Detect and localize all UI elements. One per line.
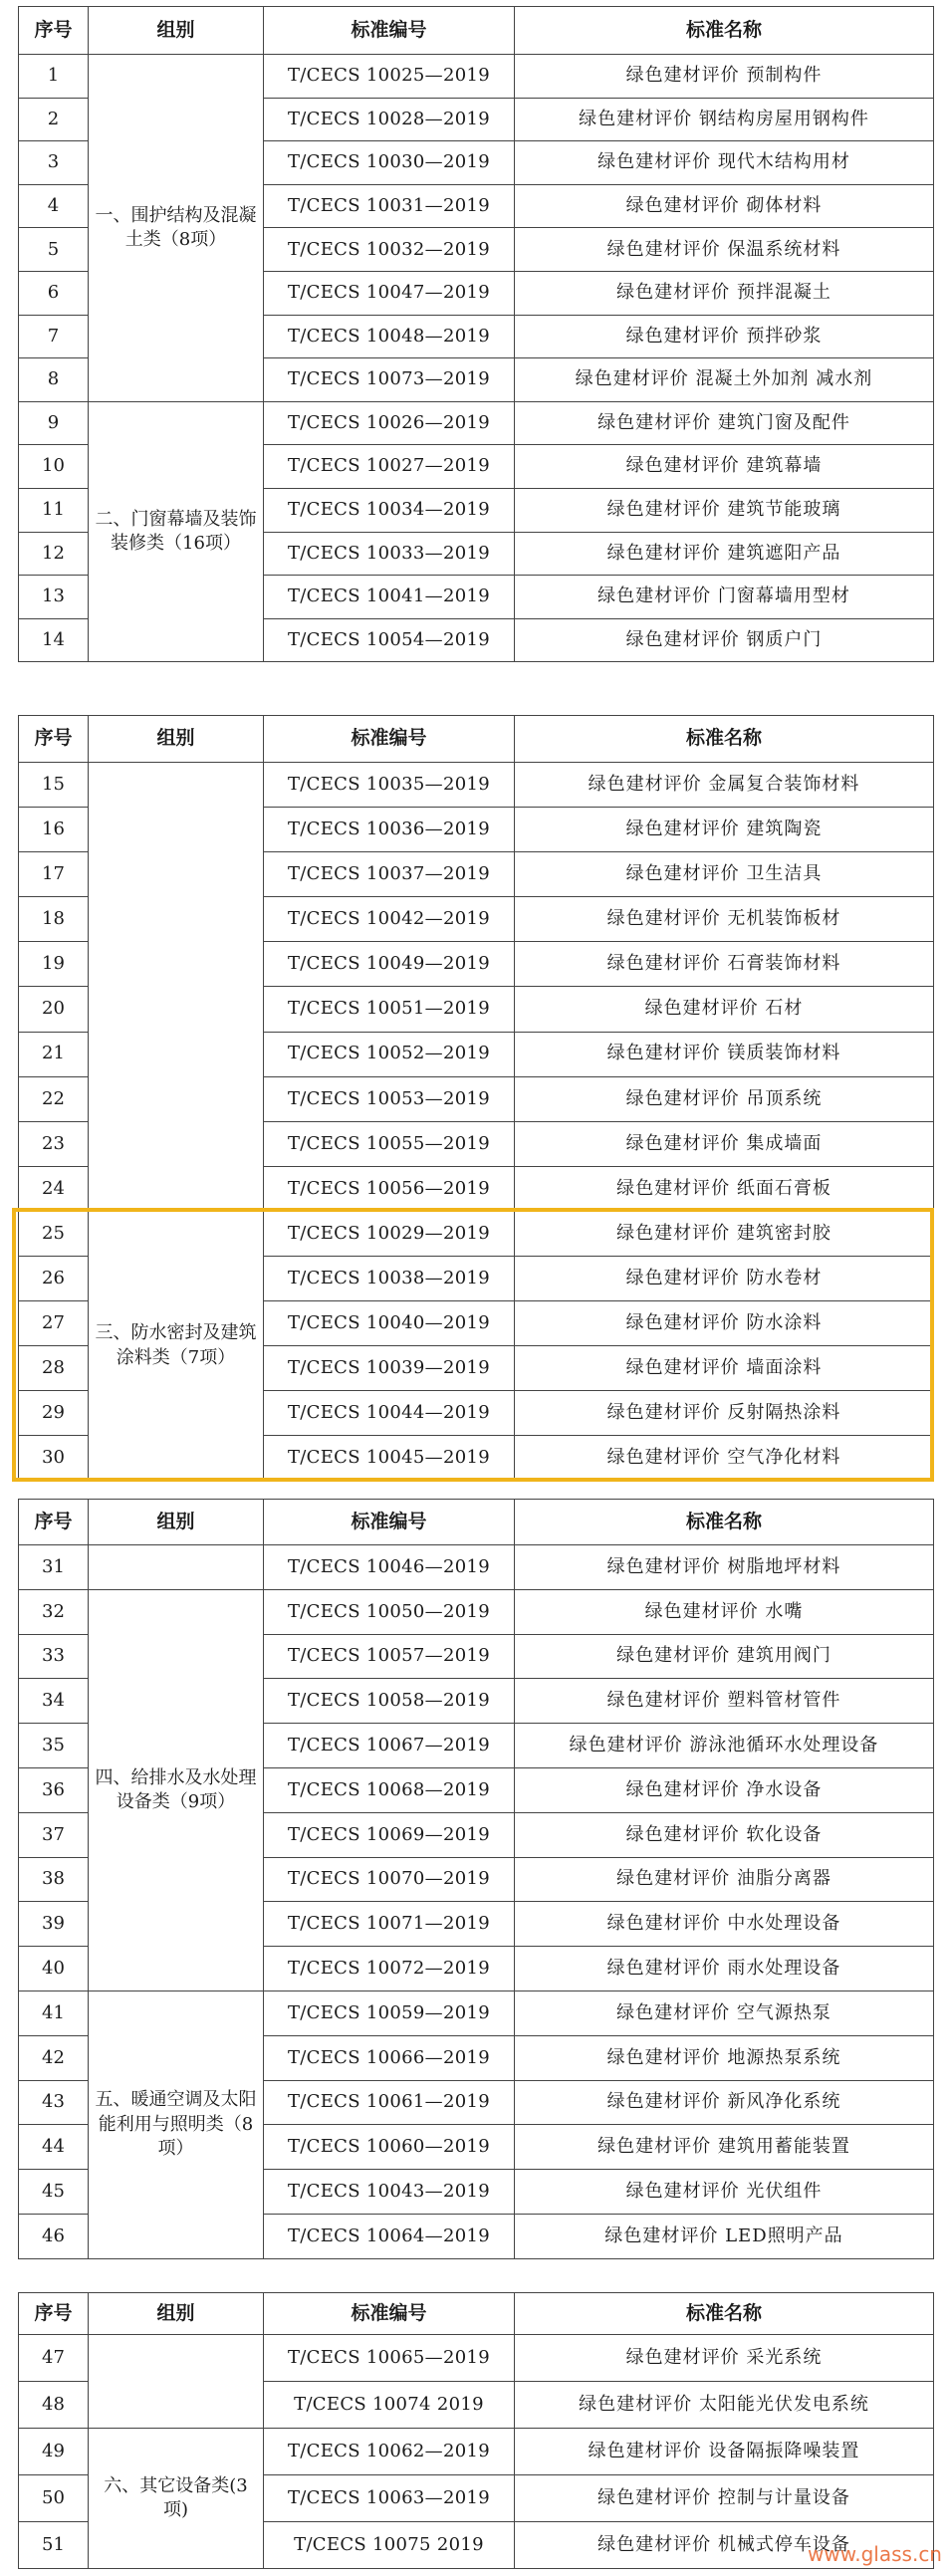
header-no: 序号 bbox=[19, 716, 89, 763]
table-row bbox=[19, 55, 934, 99]
row-no: 29 bbox=[19, 1391, 89, 1436]
row-name: 绿色建材评价 防水涂料 bbox=[515, 1301, 934, 1346]
header-name: 标准名称 bbox=[515, 716, 934, 763]
row-no: 48 bbox=[19, 2382, 89, 2429]
row-no: 23 bbox=[19, 1121, 89, 1166]
row-no: 19 bbox=[19, 942, 89, 987]
header-group: 组别 bbox=[89, 7, 264, 55]
row-code: T/CECS 10066—2019 bbox=[264, 2035, 515, 2080]
row-name: 绿色建材评价 LED照明产品 bbox=[515, 2214, 934, 2258]
row-name: 绿色建材评价 空气源热泵 bbox=[515, 1991, 934, 2035]
row-name: 绿色建材评价 钢结构房屋用钢构件 bbox=[515, 98, 934, 141]
row-no: 28 bbox=[19, 1346, 89, 1391]
row-name: 绿色建材评价 无机装饰板材 bbox=[515, 897, 934, 942]
row-no: 50 bbox=[19, 2475, 89, 2522]
row-name: 绿色建材评价 预拌砂浆 bbox=[515, 315, 934, 358]
row-no: 33 bbox=[19, 1634, 89, 1679]
row-name: 绿色建材评价 石膏装饰材料 bbox=[515, 942, 934, 987]
row-code: T/CECS 10026—2019 bbox=[264, 401, 515, 445]
row-code: T/CECS 10027—2019 bbox=[264, 445, 515, 489]
row-no: 25 bbox=[19, 1211, 89, 1256]
row-no: 9 bbox=[19, 401, 89, 445]
table-row bbox=[19, 1211, 934, 1256]
row-no: 7 bbox=[19, 315, 89, 358]
header-group: 组别 bbox=[89, 1500, 264, 1545]
row-name: 绿色建材评价 纸面石膏板 bbox=[515, 1166, 934, 1211]
row-name: 绿色建材评价 建筑密封胶 bbox=[515, 1211, 934, 1256]
row-name: 绿色建材评价 墙面涂料 bbox=[515, 1346, 934, 1391]
row-code: T/CECS 10073—2019 bbox=[264, 358, 515, 402]
row-code: T/CECS 10031—2019 bbox=[264, 184, 515, 228]
header-no: 序号 bbox=[19, 2293, 89, 2335]
row-no: 14 bbox=[19, 618, 89, 662]
group-cell-continued bbox=[89, 763, 264, 1212]
row-code: T/CECS 10025—2019 bbox=[264, 55, 515, 99]
row-code: T/CECS 10055—2019 bbox=[264, 1121, 515, 1166]
row-code: T/CECS 10056—2019 bbox=[264, 1166, 515, 1211]
header-group: 组别 bbox=[89, 716, 264, 763]
row-name: 绿色建材评价 建筑用阀门 bbox=[515, 1634, 934, 1679]
row-name: 绿色建材评价 镁质装饰材料 bbox=[515, 1032, 934, 1076]
row-no: 41 bbox=[19, 1991, 89, 2035]
row-name: 绿色建材评价 油脂分离器 bbox=[515, 1857, 934, 1902]
row-code: T/CECS 10065—2019 bbox=[264, 2335, 515, 2382]
row-name: 绿色建材评价 设备隔振降噪装置 bbox=[515, 2429, 934, 2475]
table-row bbox=[19, 1589, 934, 1634]
row-no: 49 bbox=[19, 2429, 89, 2475]
row-name: 绿色建材评价 石材 bbox=[515, 987, 934, 1032]
row-no: 51 bbox=[19, 2522, 89, 2569]
row-no: 37 bbox=[19, 1812, 89, 1857]
row-no: 46 bbox=[19, 2214, 89, 2258]
row-no: 22 bbox=[19, 1076, 89, 1121]
watermark: www.glass.cn bbox=[808, 2542, 942, 2566]
row-code: T/CECS 10044—2019 bbox=[264, 1391, 515, 1436]
row-code: T/CECS 10052—2019 bbox=[264, 1032, 515, 1076]
row-name: 绿色建材评价 建筑陶瓷 bbox=[515, 808, 934, 852]
table-row bbox=[19, 1991, 934, 2035]
row-code: T/CECS 10032—2019 bbox=[264, 228, 515, 272]
row-no: 43 bbox=[19, 2080, 89, 2125]
row-no: 20 bbox=[19, 987, 89, 1032]
row-no: 44 bbox=[19, 2125, 89, 2170]
row-name: 绿色建材评价 水嘴 bbox=[515, 1589, 934, 1634]
row-name: 绿色建材评价 卫生洁具 bbox=[515, 852, 934, 897]
group-cell: 四、给排水及水处理设备类（9项） bbox=[89, 1589, 264, 1991]
row-code: T/CECS 10051—2019 bbox=[264, 987, 515, 1032]
row-no: 47 bbox=[19, 2335, 89, 2382]
row-no: 16 bbox=[19, 808, 89, 852]
standards-table-4 bbox=[18, 2292, 934, 2569]
row-name: 绿色建材评价 反射隔热涂料 bbox=[515, 1391, 934, 1436]
row-name: 绿色建材评价 塑料管材管件 bbox=[515, 1679, 934, 1724]
row-name: 绿色建材评价 保温系统材料 bbox=[515, 228, 934, 272]
row-code: T/CECS 10070—2019 bbox=[264, 1857, 515, 1902]
row-name: 绿色建材评价 混凝土外加剂 减水剂 bbox=[515, 358, 934, 402]
row-name: 绿色建材评价 钢质户门 bbox=[515, 618, 934, 662]
row-no: 1 bbox=[19, 55, 89, 99]
row-code: T/CECS 10043—2019 bbox=[264, 2170, 515, 2215]
row-name: 绿色建材评价 雨水处理设备 bbox=[515, 1947, 934, 1991]
row-name: 绿色建材评价 预拌混凝土 bbox=[515, 271, 934, 315]
row-code: T/CECS 10071—2019 bbox=[264, 1902, 515, 1947]
group-cell: 六、其它设备类(3项) bbox=[89, 2429, 264, 2569]
row-no: 32 bbox=[19, 1589, 89, 1634]
row-code: T/CECS 10050—2019 bbox=[264, 1589, 515, 1634]
row-name: 绿色建材评价 中水处理设备 bbox=[515, 1902, 934, 1947]
row-no: 3 bbox=[19, 141, 89, 185]
header-name: 标准名称 bbox=[515, 7, 934, 55]
row-no: 40 bbox=[19, 1947, 89, 1991]
row-code: T/CECS 10029—2019 bbox=[264, 1211, 515, 1256]
row-code: T/CECS 10035—2019 bbox=[264, 763, 515, 808]
row-code: T/CECS 10049—2019 bbox=[264, 942, 515, 987]
table-row bbox=[19, 763, 934, 808]
group-cell-continued bbox=[89, 1545, 264, 1590]
row-name: 绿色建材评价 砌体材料 bbox=[515, 184, 934, 228]
row-code: T/CECS 10059—2019 bbox=[264, 1991, 515, 2035]
row-code: T/CECS 10034—2019 bbox=[264, 488, 515, 532]
header-code: 标准编号 bbox=[264, 716, 515, 763]
header-no: 序号 bbox=[19, 1500, 89, 1545]
row-name: 绿色建材评价 机械式停车设备 bbox=[515, 2522, 934, 2569]
row-code: T/CECS 10063—2019 bbox=[264, 2475, 515, 2522]
row-no: 31 bbox=[19, 1545, 89, 1590]
row-name: 绿色建材评价 建筑遮阳产品 bbox=[515, 532, 934, 576]
row-no: 13 bbox=[19, 576, 89, 619]
header-no: 序号 bbox=[19, 7, 89, 55]
row-no: 5 bbox=[19, 228, 89, 272]
header-code: 标准编号 bbox=[264, 7, 515, 55]
header-name: 标准名称 bbox=[515, 1500, 934, 1545]
row-name: 绿色建材评价 防水卷材 bbox=[515, 1257, 934, 1301]
row-no: 12 bbox=[19, 532, 89, 576]
row-code: T/CECS 10057—2019 bbox=[264, 1634, 515, 1679]
row-code: T/CECS 10042—2019 bbox=[264, 897, 515, 942]
row-code: T/CECS 10058—2019 bbox=[264, 1679, 515, 1724]
row-code: T/CECS 10075 2019 bbox=[264, 2522, 515, 2569]
row-name: 绿色建材评价 太阳能光伏发电系统 bbox=[515, 2382, 934, 2429]
row-no: 45 bbox=[19, 2170, 89, 2215]
row-name: 绿色建材评价 预制构件 bbox=[515, 55, 934, 99]
row-no: 38 bbox=[19, 1857, 89, 1902]
row-name: 绿色建材评价 集成墙面 bbox=[515, 1121, 934, 1166]
group-cell: 三、防水密封及建筑涂料类（7项） bbox=[89, 1211, 264, 1481]
row-code: T/CECS 10045—2019 bbox=[264, 1436, 515, 1481]
row-name: 绿色建材评价 吊顶系统 bbox=[515, 1076, 934, 1121]
row-no: 27 bbox=[19, 1301, 89, 1346]
row-no: 26 bbox=[19, 1257, 89, 1301]
row-no: 42 bbox=[19, 2035, 89, 2080]
row-code: T/CECS 10074 2019 bbox=[264, 2382, 515, 2429]
row-code: T/CECS 10037—2019 bbox=[264, 852, 515, 897]
header-code: 标准编号 bbox=[264, 2293, 515, 2335]
group-cell-continued bbox=[89, 2335, 264, 2429]
row-name: 绿色建材评价 建筑门窗及配件 bbox=[515, 401, 934, 445]
row-name: 绿色建材评价 建筑用蓄能装置 bbox=[515, 2125, 934, 2170]
standards-table-2 bbox=[18, 715, 934, 1482]
row-no: 21 bbox=[19, 1032, 89, 1076]
row-name: 绿色建材评价 地源热泵系统 bbox=[515, 2035, 934, 2080]
row-code: T/CECS 10064—2019 bbox=[264, 2214, 515, 2258]
row-code: T/CECS 10046—2019 bbox=[264, 1545, 515, 1590]
table-header-row bbox=[19, 1500, 934, 1545]
row-name: 绿色建材评价 建筑幕墙 bbox=[515, 445, 934, 489]
row-no: 34 bbox=[19, 1679, 89, 1724]
row-name: 绿色建材评价 树脂地坪材料 bbox=[515, 1545, 934, 1590]
table-header-row bbox=[19, 7, 934, 55]
row-code: T/CECS 10053—2019 bbox=[264, 1076, 515, 1121]
row-no: 18 bbox=[19, 897, 89, 942]
row-code: T/CECS 10062—2019 bbox=[264, 2429, 515, 2475]
row-code: T/CECS 10036—2019 bbox=[264, 808, 515, 852]
row-name: 绿色建材评价 空气净化材料 bbox=[515, 1436, 934, 1481]
row-code: T/CECS 10068—2019 bbox=[264, 1767, 515, 1812]
row-code: T/CECS 10067—2019 bbox=[264, 1724, 515, 1768]
row-no: 35 bbox=[19, 1724, 89, 1768]
row-no: 8 bbox=[19, 358, 89, 402]
row-code: T/CECS 10033—2019 bbox=[264, 532, 515, 576]
row-no: 10 bbox=[19, 445, 89, 489]
row-code: T/CECS 10038—2019 bbox=[264, 1257, 515, 1301]
row-no: 11 bbox=[19, 488, 89, 532]
row-name: 绿色建材评价 光伏组件 bbox=[515, 2170, 934, 2215]
row-name: 绿色建材评价 净水设备 bbox=[515, 1767, 934, 1812]
row-name: 绿色建材评价 控制与计量设备 bbox=[515, 2475, 934, 2522]
row-no: 6 bbox=[19, 271, 89, 315]
row-name: 绿色建材评价 游泳池循环水处理设备 bbox=[515, 1724, 934, 1768]
row-name: 绿色建材评价 门窗幕墙用型材 bbox=[515, 576, 934, 619]
group-cell: 一、围护结构及混凝土类（8项） bbox=[89, 55, 264, 402]
row-code: T/CECS 10041—2019 bbox=[264, 576, 515, 619]
row-code: T/CECS 10039—2019 bbox=[264, 1346, 515, 1391]
row-code: T/CECS 10047—2019 bbox=[264, 271, 515, 315]
row-code: T/CECS 10054—2019 bbox=[264, 618, 515, 662]
row-code: T/CECS 10072—2019 bbox=[264, 1947, 515, 1991]
row-no: 4 bbox=[19, 184, 89, 228]
row-name: 绿色建材评价 建筑节能玻璃 bbox=[515, 488, 934, 532]
table-row bbox=[19, 2429, 934, 2475]
group-cell: 五、暖通空调及太阳能利用与照明类（8项） bbox=[89, 1991, 264, 2258]
row-code: T/CECS 10040—2019 bbox=[264, 1301, 515, 1346]
row-code: T/CECS 10028—2019 bbox=[264, 98, 515, 141]
standards-table-3 bbox=[18, 1499, 934, 2259]
row-no: 24 bbox=[19, 1166, 89, 1211]
row-no: 36 bbox=[19, 1767, 89, 1812]
table-row bbox=[19, 2335, 934, 2382]
standards-table-1 bbox=[18, 6, 934, 662]
row-code: T/CECS 10030—2019 bbox=[264, 141, 515, 185]
row-name: 绿色建材评价 采光系统 bbox=[515, 2335, 934, 2382]
row-name: 绿色建材评价 金属复合装饰材料 bbox=[515, 763, 934, 808]
group-cell: 二、门窗幕墙及装饰装修类（16项） bbox=[89, 401, 264, 662]
table-header-row bbox=[19, 716, 934, 763]
row-no: 2 bbox=[19, 98, 89, 141]
header-name: 标准名称 bbox=[515, 2293, 934, 2335]
row-name: 绿色建材评价 软化设备 bbox=[515, 1812, 934, 1857]
row-name: 绿色建材评价 新风净化系统 bbox=[515, 2080, 934, 2125]
table-header-row bbox=[19, 2293, 934, 2335]
row-code: T/CECS 10048—2019 bbox=[264, 315, 515, 358]
header-group: 组别 bbox=[89, 2293, 264, 2335]
row-code: T/CECS 10069—2019 bbox=[264, 1812, 515, 1857]
row-no: 17 bbox=[19, 852, 89, 897]
row-no: 15 bbox=[19, 763, 89, 808]
row-code: T/CECS 10060—2019 bbox=[264, 2125, 515, 2170]
table-row bbox=[19, 401, 934, 445]
row-no: 39 bbox=[19, 1902, 89, 1947]
header-code: 标准编号 bbox=[264, 1500, 515, 1545]
table-row bbox=[19, 1545, 934, 1590]
row-name: 绿色建材评价 现代木结构用材 bbox=[515, 141, 934, 185]
row-no: 30 bbox=[19, 1436, 89, 1481]
row-code: T/CECS 10061—2019 bbox=[264, 2080, 515, 2125]
